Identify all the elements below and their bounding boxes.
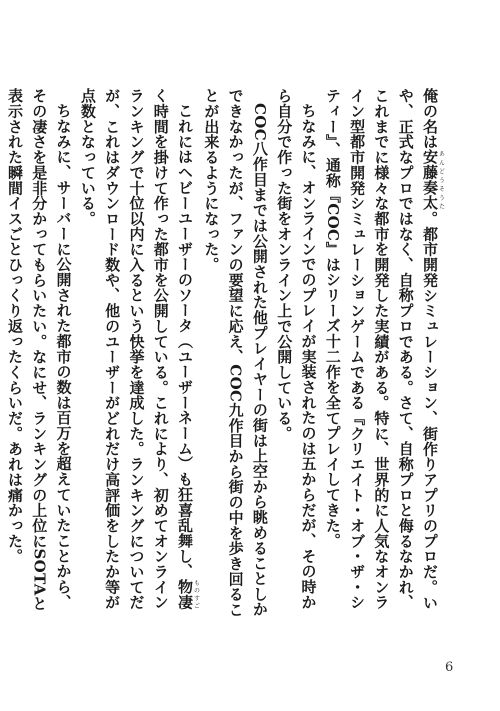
text-run: ちなみに、サーバーに公開された都市の数は百万を超えていたことから、その凄さを是非分かってもらいたい。なにせ、ランキングの上位にSOTAと表示された瞬間イスごとひっくり返ったくらいだ。あれは痛かった。	[5, 88, 73, 612]
text-run: 俺の名は	[421, 88, 439, 150]
text-run: ちなみに、オンラインでのプレイが実装されたのは五からだが、その時から自分で作った街をオンライン上で公開している。	[275, 88, 318, 610]
paragraph	[3, 88, 76, 622]
paragraph	[321, 88, 444, 622]
paragraph	[272, 88, 321, 622]
text-run: COC八作目までは公開された他プレイヤーの街は上空から眺めることしかできなかったが、ファンの要望に応え、COC九作目から街の中を歩き回ることが出来るようになった。	[202, 88, 269, 618]
ruby-word: 物凄ものすご	[176, 578, 200, 610]
page-number: 6	[445, 660, 454, 675]
text-run: これにはヘビーユーザーのソータ（ユーザーネーム）も狂喜乱舞し、	[176, 103, 195, 579]
paragraph	[199, 88, 272, 622]
text-run: 。都市開発シミュレーション、街作りアプリのプロだ。いや、正式なプロではなく、自称プロである。さて、自称プロと侮るなかれ、これまでに様々な都市を開発した実績がある。特に、世界的に人気なオンライン型都市開発シミュレーションゲームである『クリエイト・オブ・ザ・シティー』、通称『COC』はシリーズ十二作を全てプレイしてきた。	[323, 88, 439, 610]
text-run: く時間を掛けて作った都市を公開している。これにより、初めてオンラインランキングで十位以内に入るという快挙を達成した。ランキングについてだが、これはダウンロード数や、他のユーザーがどれだけ高評価をしたか等が点数となっている。	[78, 88, 170, 610]
ruby-word: 安藤奏太あんどうそうた	[421, 149, 445, 211]
paragraph	[76, 88, 199, 622]
ruby-reading: あんどうそうた	[437, 149, 445, 211]
body-text	[5, 88, 445, 622]
ruby-reading: ものすご	[192, 578, 200, 610]
